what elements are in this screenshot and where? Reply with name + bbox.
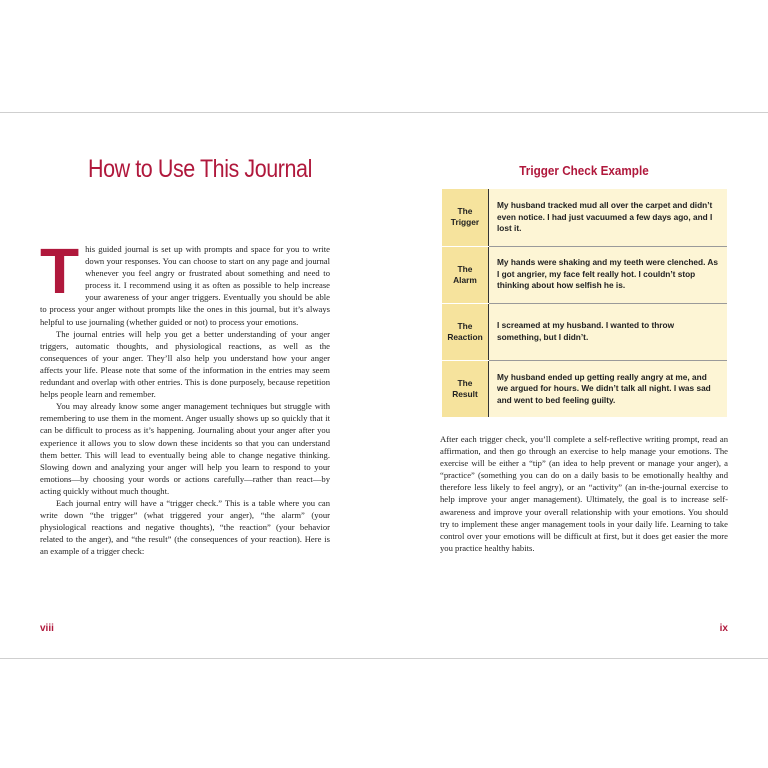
paragraph-4: Each journal entry will have a “trigger check.” This is a table where you can write down “the trigger” (what triggered your anger), “the alarm” (your physiological reactions and negative thoughts), “the reaction” (your behavior related to the anger), and “the result” (the consequences of your reaction). Here is an example of a trigger check: — [40, 497, 330, 557]
right-paragraph: After each trigger check, you’ll complete a self-reflective writing prompt, read an affirmation, and then go through an exercise to help manage your emotions. The exercise will be either a “tip” (an idea to help prevent or manage your anger), a “practice” (something you can do on a daily basis to be emotionally healthy and therefore less likely to feel angry), or an “activity” (an in-the-journal exercise to help improve your anger management). Ultimately, the goal is to increase self-awareness and improve your overall relationship with your emotions. You should try to implement these anger management tools in your daily life. Learning to take control over your emotions will be difficult at first, but it does get easier the more you practice healthy habits. — [440, 434, 728, 553]
page-number-left: viii — [40, 623, 54, 634]
table-row — [442, 189, 727, 246]
right-body-text — [440, 433, 728, 554]
table-row — [442, 360, 727, 417]
paragraph-2: The journal entries will help you get a better understanding of your anger triggers, automatic thoughts, and physiological reactions, as well as the consequences of your anger. They’ll also help you understand how your anger affects your life. Please note that some of the information in the entries may seem redundant and overlap with other entries. This is done purposely, because repetition helps people learn and remember. — [40, 328, 330, 400]
paragraph-1-text: his guided journal is set up with prompts and space for you to write down your responses. You can choose to start on any page and journal whenever you feel angry or frustrated about something and need to process it. I recommend using it as often as possible to help increase your awareness of your anger triggers. Eventually you should be able to process your anger without prompts like the ones in this journal, but it’s always helpful to use journaling (whether guided or not) to process your emotions. — [40, 244, 330, 327]
table-row — [442, 246, 727, 303]
row-label: The Alarm — [442, 246, 489, 303]
row-label: The Trigger — [442, 189, 489, 246]
page-number-right: ix — [719, 623, 728, 634]
row-text: My husband ended up getting really angry at me, and we argued for hours. We didn’t talk all night. I was sad and went to bed feeling guilty. — [489, 360, 728, 417]
row-text: My husband tracked mud all over the carpet and didn’t even notice. I had just vacuumed a few days ago, and I lost it. — [489, 189, 728, 246]
book-spread — [0, 112, 768, 659]
paragraph-1 — [40, 235, 330, 328]
row-text: I screamed at my husband. I wanted to throw something, but I didn’t. — [489, 303, 728, 360]
trigger-check-table — [442, 189, 727, 418]
right-page — [440, 113, 728, 658]
left-page — [40, 113, 330, 658]
table-title: Trigger Check Example — [519, 163, 649, 178]
table-row — [442, 303, 727, 360]
drop-cap: T — [40, 235, 80, 307]
row-text: My hands were shaking and my teeth were clenched. As I got angrier, my face felt really hot. I couldn’t stop thinking about how selfish he is. — [489, 246, 728, 303]
row-label: The Reaction — [442, 303, 489, 360]
paragraph-3: You may already know some anger management techniques but struggle with remembering to use them in the moment. Anger usually shows up so quickly that it can be difficult to process as it’s happening. Journaling about your anger after you experience it allows you to slow down these incidents so that you can understand them better. This will lead to eventually being able to change negative thinking. Slowing down and analyzing your anger will help you learn to respond to your emotions—by choosing your words or actions carefully—rather than react—by acting quickly without much thought. — [40, 401, 330, 496]
row-label: The Result — [442, 360, 489, 417]
page-title: How to Use This Journal — [88, 155, 312, 183]
body-text — [40, 235, 330, 557]
